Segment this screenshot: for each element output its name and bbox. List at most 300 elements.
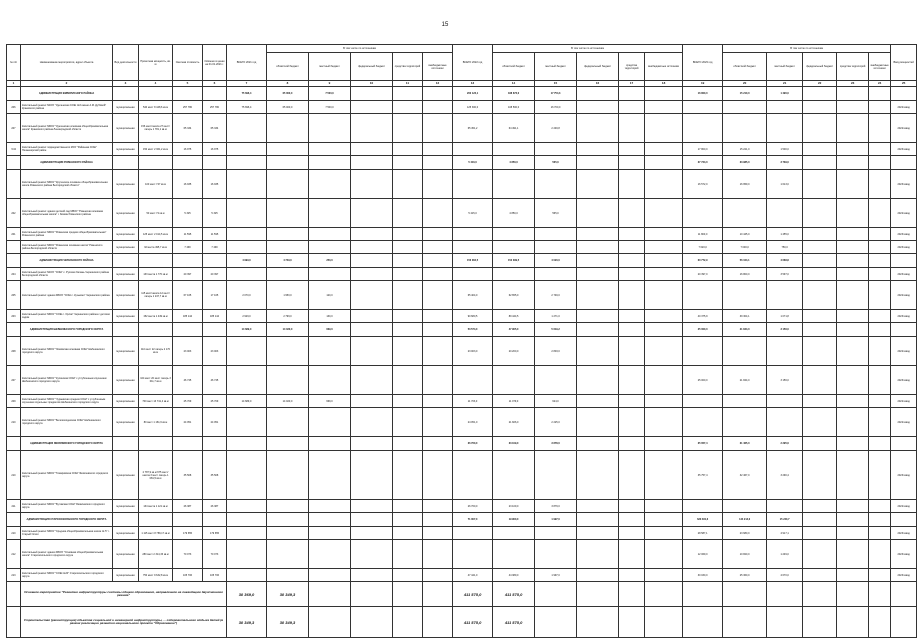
column-number: 4 [139, 81, 173, 87]
row-cell-cap: 50 мест 72 кв.м [139, 199, 173, 228]
row-cell-c13: 62 655,0 [493, 281, 535, 310]
row-cell-c13 [493, 228, 535, 241]
row-name: Капитальный ремонт МБОУ "Ломовская основная СОШ" Шебекинского городского округа [21, 337, 113, 366]
row-cell-c14 [535, 241, 577, 254]
row-cell-c19: 10 820,0 [723, 540, 767, 569]
row-cell-c10 [351, 310, 393, 323]
row-cell-c22 [837, 241, 869, 254]
table-row [7, 268, 917, 281]
row-cell-est: 24 051 [173, 408, 203, 437]
row-cell-c22 [837, 228, 869, 241]
column-number: 11 [393, 81, 423, 87]
row-cell-c20: 750,0 [767, 241, 803, 254]
row-cell-c16 [619, 500, 645, 513]
row-cell-c11 [393, 228, 423, 241]
row-cell-c23 [869, 254, 891, 268]
row-cell-c14 [535, 170, 577, 199]
section-row [7, 437, 917, 451]
row-cell-c14: 2 749,0 [535, 281, 577, 310]
row-cell-c23 [869, 143, 891, 156]
row-cell-no: 207 [7, 114, 21, 143]
row-cell-c23 [869, 513, 891, 527]
row-cell-fund: 185 144 [203, 310, 227, 323]
column-number: 1 [7, 81, 21, 87]
row-cell-t23 [683, 500, 723, 513]
row-cell-c17 [645, 337, 683, 366]
row-cell-c10 [351, 143, 393, 156]
table-body [7, 87, 917, 638]
row-cell-c15 [577, 395, 619, 408]
row-cell-c12 [423, 268, 453, 281]
row-cell-c21 [803, 451, 837, 500]
row-cell-c14: 4 020,0 [535, 254, 577, 268]
row-cell-c22 [837, 156, 869, 170]
row-cell-type [113, 437, 139, 451]
row-cell-c22 [837, 170, 869, 199]
row-cell-est: 46 745 [173, 366, 203, 395]
row-cell-c23 [869, 199, 891, 228]
row-name: АДМИНИСТРАЦИЯ ШЕБЕКИНСКОГО ГОРОДСКОГО ОКРУГА [21, 323, 113, 337]
totals-cell-c23 [869, 582, 891, 607]
table-row [7, 241, 917, 254]
totals-no [7, 607, 21, 638]
row-cell-c17 [645, 228, 683, 241]
row-deadline: 2023г.ввод [891, 451, 917, 500]
row-name: Капитальный ремонт МБОУ "Уделенская основная общеобразовательная школа" Краевского района Ленинградской области [21, 114, 113, 143]
header-group-2022: В том числе по источникам [493, 45, 683, 53]
row-cell-c21 [803, 228, 837, 241]
row-cell-c12 [423, 228, 453, 241]
row-cell-type: муниципальная [113, 241, 139, 254]
row-cell-c15 [577, 569, 619, 582]
table-row [7, 310, 917, 323]
row-cell-c10 [351, 569, 393, 582]
row-cell-c21 [803, 87, 837, 101]
row-deadline: 2023г.ввод [891, 228, 917, 241]
row-cell-c21 [803, 569, 837, 582]
row-cell-c9 [309, 114, 351, 143]
header-src: местный бюджет [535, 53, 577, 81]
totals-cell-c11 [393, 582, 423, 607]
row-deadline: 2022г.ввод [891, 408, 917, 437]
row-cell-c11 [393, 101, 423, 114]
row-cell-c11 [393, 395, 423, 408]
row-cell-c12 [423, 337, 453, 366]
row-cell-c13 [493, 540, 535, 569]
row-cell-type: муниципальная [113, 366, 139, 395]
row-cell-c8 [267, 199, 309, 228]
column-number: 10 [351, 81, 393, 87]
row-cell-t22: 200 123,1 [453, 87, 493, 101]
row-cell-c10 [351, 527, 393, 540]
column-number: 6 [203, 81, 227, 87]
row-cell-est: 23 003 [173, 337, 203, 366]
row-cell-c19 [723, 408, 767, 437]
row-cell-c16 [619, 323, 645, 337]
row-name: Капитальный ремонт МБОУ "Крутенское основное общеобразовательная школа Ровенского района Белгородской области" [21, 170, 113, 199]
row-cell-c22 [837, 527, 869, 540]
row-cell-fund: 65 334 [203, 114, 227, 143]
row-cell-c14 [535, 228, 577, 241]
row-cell-c19: 21 844,0 [723, 366, 767, 395]
row-cell-est: 7 490 [173, 241, 203, 254]
row-cell-t21 [227, 170, 267, 199]
row-cell-c22 [837, 500, 869, 513]
row-cell-est: 25 709 [173, 395, 203, 408]
row-cell-est: 105 706 [173, 569, 203, 582]
row-cell-c14: 1 997,0 [535, 569, 577, 582]
row-cell-c20: 15 240,7 [767, 513, 803, 527]
row-cell-c15 [577, 156, 619, 170]
row-cell-t23 [683, 199, 723, 228]
row-cell-type: муниципальная [113, 114, 139, 143]
row-cell-c16 [619, 114, 645, 143]
row-cell-c8: 65 000,0 [267, 87, 309, 101]
totals-cell-t22: 411 575,0 [453, 582, 493, 607]
row-name: АДМИНИСТРАЦИЯ РОВЕНСКОГО РАЙОНА [21, 156, 113, 170]
row-cell-c19 [723, 114, 767, 143]
row-cell-c9: 7 500,0 [309, 87, 351, 101]
row-cell-type: муниципальная [113, 451, 139, 500]
row-cell-cap: 540 мест 8 448,6 кв.м [139, 101, 173, 114]
row-cell-t23: 35 757,4 [683, 451, 723, 500]
row-name: Капитальный ремонт МБОУ "СОШ с. Орлик" Чернянского района с детским садом [21, 310, 113, 323]
table-row [7, 395, 917, 408]
row-deadline [891, 513, 917, 527]
row-cell-c19: 7 000,0 [723, 241, 767, 254]
totals-cell-c10 [351, 607, 393, 638]
row-cell-c21 [803, 114, 837, 143]
row-cell-no [7, 87, 21, 101]
table-row [7, 540, 917, 569]
row-cell-fund: 17 165 [203, 281, 227, 310]
row-cell-est: 257 780 [173, 101, 203, 114]
row-cell-c15 [577, 527, 619, 540]
row-cell-c12 [423, 170, 453, 199]
row-cell-t23: 35 657,4 [683, 437, 723, 451]
column-number: 13 [453, 81, 493, 87]
row-cell-c20 [767, 281, 803, 310]
row-cell-c10 [351, 101, 393, 114]
row-cell-fund: 5 325 [203, 199, 227, 228]
row-cell-c20 [767, 199, 803, 228]
totals-cell-c16 [619, 582, 645, 607]
row-cell-no: 203 [7, 310, 21, 323]
row-cell-t22: 65 451,2 [453, 114, 493, 143]
row-cell-t21 [227, 143, 267, 156]
row-cell-c17 [645, 437, 683, 451]
row-cell-est: 26 387 [173, 500, 203, 513]
header-total-2022: ВСЕГО 2022 год [453, 45, 493, 81]
row-cell-c11 [393, 254, 423, 268]
row-cell-c16 [619, 170, 645, 199]
row-cell-c9 [309, 228, 351, 241]
header-src: федеральный бюджет [351, 53, 393, 81]
row-cell-type: муниципальная [113, 527, 139, 540]
totals-cell-c13: 411 575,0 [493, 582, 535, 607]
row-name: Капитальный ремонт МБОУ "Бутовская СОШ" Яковлевского городского округа [21, 500, 113, 513]
row-cell-c9: 669,0 [309, 395, 351, 408]
row-cell-no [7, 241, 21, 254]
row-cell-c23 [869, 310, 891, 323]
row-cell-no: 206 [7, 101, 21, 114]
row-cell-c8: 4 749,0 [267, 254, 309, 268]
row-cell-t21: 14 689,0 [227, 395, 267, 408]
row-cell-c8: 65 000,0 [267, 101, 309, 114]
row-cell-c11 [393, 323, 423, 337]
row-cell-est [173, 323, 203, 337]
row-cell-t22 [453, 170, 493, 199]
row-cell-type [113, 156, 139, 170]
row-cell-cap: 133 места 1 770 кв.м [139, 268, 173, 281]
row-cell-cap [139, 513, 173, 527]
row-cell-est: 16 975 [173, 143, 203, 156]
row-cell-c8 [267, 366, 309, 395]
row-cell-t21 [227, 451, 267, 500]
row-cell-c8 [267, 114, 309, 143]
row-cell-fund: 16 935 [203, 170, 227, 199]
column-number: 16 [577, 81, 619, 87]
row-cell-c23 [869, 569, 891, 582]
row-cell-c14: 2 803,0 [535, 337, 577, 366]
row-cell-type: муниципальная [113, 228, 139, 241]
row-cell-c17 [645, 451, 683, 500]
row-cell-c17 [645, 241, 683, 254]
row-cell-c14 [535, 143, 577, 156]
row-cell-c19 [723, 500, 767, 513]
row-cell-c11 [393, 451, 423, 500]
row-cell-c13: 108 500,0 [493, 101, 535, 114]
row-cell-c23 [869, 268, 891, 281]
row-cell-c8 [267, 170, 309, 199]
row-cell-c15 [577, 408, 619, 437]
row-deadline: 2022г.ввод [891, 395, 917, 408]
header-estimate: Сметная стоимость [173, 45, 203, 81]
row-cell-c23 [869, 527, 891, 540]
row-cell-c10 [351, 199, 393, 228]
row-cell-c9: 250,0 [309, 254, 351, 268]
row-cell-c12 [423, 101, 453, 114]
totals-cell-c16 [619, 607, 645, 638]
row-cell-t23: 28 587,1 [683, 527, 723, 540]
row-cell-t21 [227, 228, 267, 241]
row-cell-c21 [803, 143, 837, 156]
row-cell-est: 67 165 [173, 281, 203, 310]
row-cell-c8 [267, 143, 309, 156]
totals-cell-c17 [645, 582, 683, 607]
row-cell-cap: 152 места 1 449 кв.м [139, 310, 173, 323]
row-cell-t23 [683, 408, 723, 437]
column-number: 25 [891, 81, 917, 87]
row-cell-c10 [351, 408, 393, 437]
row-cell-cap [139, 156, 173, 170]
column-number: 23 [837, 81, 869, 87]
row-cell-c11 [393, 156, 423, 170]
header-src: местный бюджет [309, 53, 351, 81]
row-cell-no: 201 [7, 228, 21, 241]
row-cell-t22: 5 415,0 [453, 199, 493, 228]
row-cell-no: 210 [7, 408, 21, 437]
header-src: средства территорий [393, 53, 423, 81]
row-cell-type: муниципальная [113, 143, 139, 156]
row-cell-c9 [309, 337, 351, 366]
row-cell-est: 11 595 [173, 228, 203, 241]
row-cell-est: 16 935 [173, 170, 203, 199]
row-cell-c17 [645, 101, 683, 114]
row-cell-fund: 257 780 [203, 101, 227, 114]
row-cell-c11 [393, 199, 423, 228]
row-cell-c22 [837, 540, 869, 569]
row-cell-c14: 17 754,3 [535, 87, 577, 101]
row-cell-c17 [645, 170, 683, 199]
row-cell-fund: 179 655 [203, 527, 227, 540]
row-cell-c9: 120,0 [309, 281, 351, 310]
row-cell-c19: 16 800,0 [723, 268, 767, 281]
row-cell-c21 [803, 408, 837, 437]
row-cell-est: 179 655 [173, 527, 203, 540]
row-cell-cap: 2 787,9 кв.м 675 мест/школа 3 мест лагерь 1 081,5 кв.м [139, 451, 173, 500]
row-cell-c13 [493, 268, 535, 281]
row-cell-t22 [453, 451, 493, 500]
row-cell-c23 [869, 87, 891, 101]
row-name: Капитальный ремонт МБОУ "Ровенская средняя общеобразовательная" Ровенского района [21, 228, 113, 241]
row-cell-type: муниципальная [113, 500, 139, 513]
row-cell-c10 [351, 366, 393, 395]
row-cell-t23: 20 397,0 [683, 268, 723, 281]
row-cell-c14 [535, 451, 577, 500]
row-cell-no [7, 437, 21, 451]
row-cell-t21 [227, 527, 267, 540]
row-cell-c8 [267, 268, 309, 281]
row-cell-c20: 1 500,0 [767, 143, 803, 156]
row-cell-t21: 75 696,4 [227, 87, 267, 101]
row-cell-c22 [837, 513, 869, 527]
row-cell-c9 [309, 569, 351, 582]
row-cell-c23 [869, 323, 891, 337]
row-cell-est [173, 437, 203, 451]
row-cell-c19: 10 445,0 [723, 228, 767, 241]
totals-cell-c12 [423, 582, 453, 607]
row-cell-c16 [619, 366, 645, 395]
header-src: федеральный бюджет [803, 53, 837, 81]
row-cell-c12 [423, 451, 453, 500]
row-cell-c14: 565,0 [535, 199, 577, 228]
header-src: средства территорий [837, 53, 869, 81]
row-cell-c21 [803, 513, 837, 527]
totals-cell-c8: 30 349,3 [267, 582, 309, 607]
row-cell-t21 [227, 500, 267, 513]
row-name: АДМИНИСТРАЦИЯ СТАРООСКОЛЬСКОГО ГОРОДСКОГО ОКРУГА [21, 513, 113, 527]
row-cell-c12 [423, 366, 453, 395]
column-number: 15 [535, 81, 577, 87]
row-cell-c9 [309, 540, 351, 569]
row-cell-c17 [645, 513, 683, 527]
table-row [7, 500, 917, 513]
row-cell-cap [139, 254, 173, 268]
row-cell-c10 [351, 451, 393, 500]
row-cell-c19: 16 959,0 [723, 170, 767, 199]
row-cell-c8 [267, 451, 309, 500]
row-cell-c9: 130,0 [309, 310, 351, 323]
row-cell-c23 [869, 395, 891, 408]
row-cell-t21 [227, 199, 267, 228]
row-cell-cap [139, 87, 173, 101]
header-src: средства территорий [619, 53, 645, 81]
row-cell-c8: 14 020,0 [267, 323, 309, 337]
row-cell-c23 [869, 451, 891, 500]
row-cell-c11 [393, 366, 423, 395]
totals-cell-c20 [767, 582, 803, 607]
row-cell-c15 [577, 87, 619, 101]
row-cell-est: 35 508 [173, 451, 203, 500]
row-cell-t22 [453, 366, 493, 395]
row-cell-c11 [393, 337, 423, 366]
row-cell-c12 [423, 513, 453, 527]
row-cell-cap [139, 437, 173, 451]
row-cell-c14: 624,0 [535, 395, 577, 408]
row-cell-c15 [577, 337, 619, 366]
totals-cell-t23 [683, 607, 723, 638]
row-cell-c15 [577, 366, 619, 395]
row-cell-c17 [645, 87, 683, 101]
row-cell-c12 [423, 114, 453, 143]
row-cell-c10 [351, 540, 393, 569]
column-number: 12 [423, 81, 453, 87]
row-cell-c15 [577, 500, 619, 513]
row-cell-c22 [837, 569, 869, 582]
row-cell-c16 [619, 527, 645, 540]
row-cell-type: муниципальная [113, 268, 139, 281]
row-cell-c15 [577, 513, 619, 527]
row-cell-c14 [535, 268, 577, 281]
row-cell-cap: 125 мест 2 014,5 кв.м [139, 228, 173, 241]
row-cell-c11 [393, 170, 423, 199]
row-cell-c10 [351, 323, 393, 337]
row-cell-c12 [423, 281, 453, 310]
totals-cell-c13: 411 575,0 [493, 607, 535, 638]
row-cell-t22: 24 051,0 [453, 408, 493, 437]
header-src: федеральный бюджет [577, 53, 619, 81]
row-cell-c21 [803, 310, 837, 323]
row-cell-c13 [493, 170, 535, 199]
totals-cell-c9 [309, 607, 351, 638]
row-cell-c17 [645, 268, 683, 281]
row-cell-fund [203, 254, 227, 268]
totals-cell-c23 [869, 607, 891, 638]
column-number: 5 [173, 81, 203, 87]
table-row [7, 366, 917, 395]
row-cell-t23: 25 000,0 [683, 366, 723, 395]
row-cell-c16 [619, 281, 645, 310]
row-cell-c8 [267, 337, 309, 366]
row-deadline: 2023г.ввод [891, 366, 917, 395]
row-deadline: 2022г.ввод [891, 500, 917, 513]
row-cell-c21 [803, 254, 837, 268]
row-cell-t21 [227, 241, 267, 254]
row-cell-c14: 5 619,2 [535, 323, 577, 337]
row-cell-c17 [645, 281, 683, 310]
row-cell-c13: 11 079,0 [493, 395, 535, 408]
row-cell-c21 [803, 268, 837, 281]
header-deadline: Ввод мощностей [891, 45, 917, 81]
row-cell-c8: 2 799,0 [267, 310, 309, 323]
row-cell-cap: 115 мест/школа 12 мест/лагерь 1 247,7 кв.м [139, 281, 173, 310]
row-name: Капитальный ремонт МБОУ "Средняя общеобразовательная школа № 5" г. Старый Оскол [21, 527, 113, 540]
row-cell-t23: 40 375,9 [683, 310, 723, 323]
row-cell-c17 [645, 199, 683, 228]
row-cell-t21 [227, 337, 267, 366]
row-cell-no: 210 [7, 527, 21, 540]
